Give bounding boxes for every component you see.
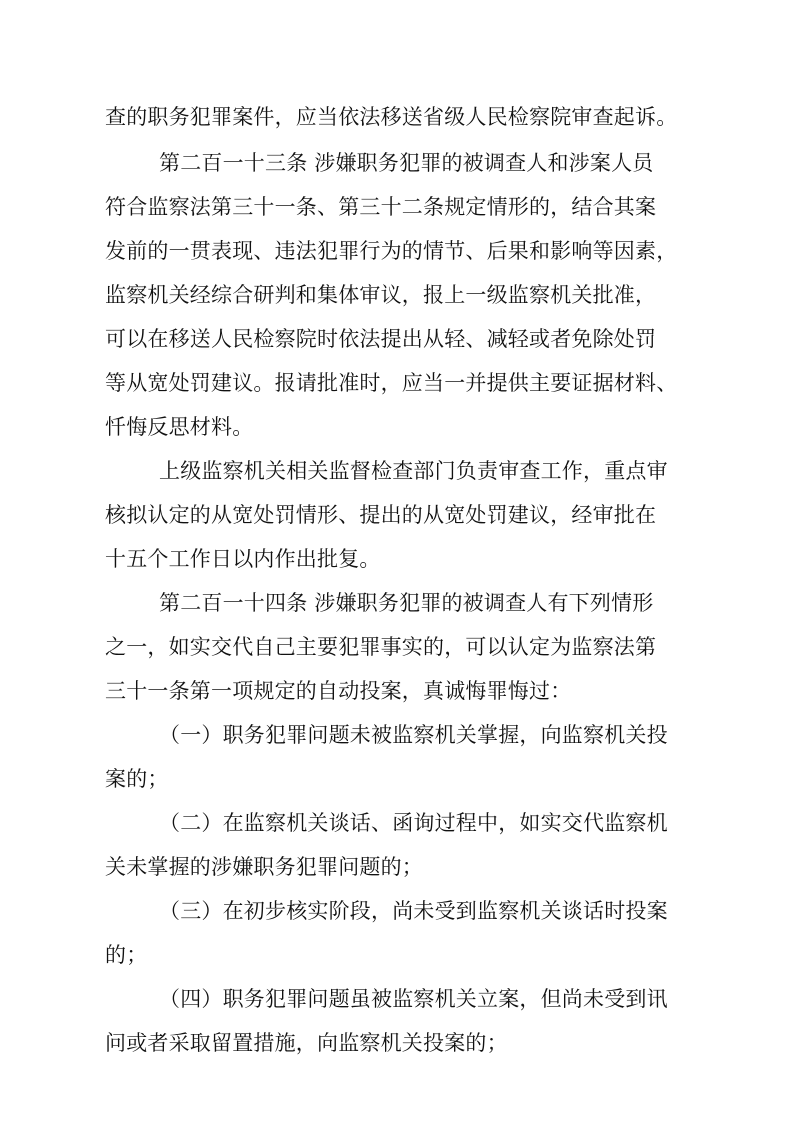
text-line: 之一，如实交代自己主要犯罪事实的，可以认定为监察法第 <box>105 635 657 659</box>
list-item-2: （二）在监察机关谈话、函询过程中，如实交代监察机 <box>159 811 668 835</box>
list-item-4: （四）职务犯罪问题虽被监察机关立案，但尚未受到讯 <box>159 987 668 1011</box>
text-line: 监察机关经综合研判和集体审议，报上一级监察机关批准， <box>105 283 657 307</box>
article-214-heading: 第二百一十四条 涉嫌职务犯罪的被调查人有下列情形 <box>159 591 654 615</box>
text-line: 问或者采取留置措施，向监察机关投案的； <box>105 1031 508 1055</box>
text-line: 十五个工作日以内作出批复。 <box>105 547 381 571</box>
text-line: 发前的一贯表现、违法犯罪行为的情节、后果和影响等因素， <box>105 239 678 263</box>
text-line: 关未掌握的涉嫌职务犯罪问题的； <box>105 855 423 879</box>
text-line: 符合监察法第三十一条、第三十二条规定情形的，结合其案 <box>105 195 657 219</box>
text-line: 可以在移送人民检察院时依法提出从轻、减轻或者免除处罚 <box>105 327 657 351</box>
text-line: 查的职务犯罪案件，应当依法移送省级人民检察院审查起诉。 <box>105 105 678 129</box>
list-item-3: （三）在初步核实阶段，尚未受到监察机关谈话时投案 <box>159 899 668 923</box>
paragraph-start: 上级监察机关相关监督检查部门负责审查工作，重点审 <box>159 459 668 483</box>
text-line: 的； <box>105 943 148 967</box>
text-line: 案的； <box>105 767 169 791</box>
text-line: 三十一条第一项规定的自动投案，真诚悔罪悔过： <box>105 679 572 703</box>
list-item-1: （一）职务犯罪问题未被监察机关掌握，向监察机关投 <box>159 723 668 747</box>
article-213-heading: 第二百一十三条 涉嫌职务犯罪的被调查人和涉案人员 <box>159 151 654 175</box>
text-line: 核拟认定的从宽处罚情形、提出的从宽处罚建议，经审批在 <box>105 503 657 527</box>
text-line: 忏悔反思材料。 <box>105 415 254 439</box>
text-line: 等从宽处罚建议。报请批准时，应当一并提供主要证据材料、 <box>105 371 678 395</box>
